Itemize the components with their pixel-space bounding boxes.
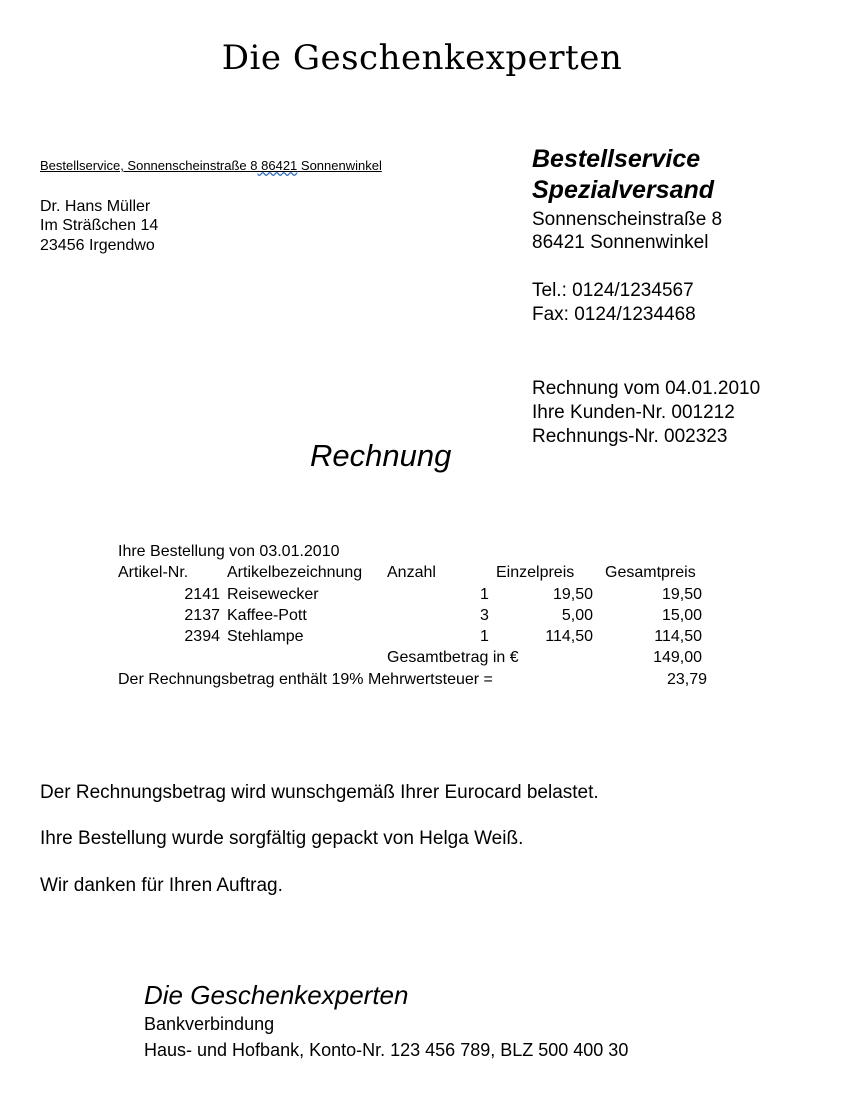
row-total-price: 114,50 [654,628,702,645]
total-label: Gesamtbetrag in € [387,649,519,666]
thanks-note: Wir danken für Ihren Auftrag. [40,875,283,896]
sender-return-line [40,158,382,173]
vat-label: Der Rechnungsbetrag enthält 19% Mehrwertsteuer = [118,671,493,688]
row-total-price: 15,00 [661,607,702,624]
row-total-price: 19,50 [661,586,702,603]
header-total-price: Gesamtpreis [605,564,696,581]
company-fax: Fax: 0124/1234468 [532,304,696,325]
order-intro: Ihre Bestellung von 03.01.2010 [118,543,340,560]
company-tel: Tel.: 0124/1234567 [532,280,694,301]
row-unit-price: 19,50 [552,586,593,603]
packed-note: Ihre Bestellung wurde sorgfältig gepackt von Helga Weiß. [40,828,524,849]
sender-city: Sonnenwinkel [297,158,382,173]
header-description: Artikelbezeichnung [227,564,363,581]
bank-label: Bankverbindung [144,1014,275,1034]
company-name [532,144,714,206]
row-unit-price: 5,00 [561,607,593,624]
brand-heading: Die Geschenkexperten [221,38,623,78]
customer-number: Ihre Kunden-Nr. 001212 [532,402,735,423]
row-article-no: 2141 [184,586,220,603]
company-name-line1: Bestellservice [532,145,701,173]
invoice-date: Rechnung vom 04.01.2010 [532,378,761,399]
recipient-street: Im Sträßchen 14 [40,217,159,234]
bank-details: Haus- und Hofbank, Konto-Nr. 123 456 789, BLZ 500 400 30 [144,1040,629,1060]
row-unit-price: 114,50 [545,628,593,645]
company-city: 86421 Sonnenwinkel [532,232,709,253]
row-description: Stehlampe [227,628,304,645]
recipient-name: Dr. Hans Müller [40,198,151,215]
header-unit-price: Einzelpreis [496,564,575,581]
invoice-number: Rechnungs-Nr. 002323 [532,426,728,447]
row-article-no: 2137 [184,607,220,624]
row-article-no: 2394 [184,628,220,645]
total-value: 149,00 [653,649,702,666]
row-description: Reisewecker [227,586,319,603]
payment-note: Der Rechnungsbetrag wird wunschgemäß Ihrer Eurocard belastet. [40,782,599,803]
row-description: Kaffee-Pott [227,607,307,624]
document-title: Rechnung [310,438,452,473]
sender-street: Bestellservice, Sonnenscheinstraße 8 [40,158,258,173]
recipient-city: 23456 Irgendwo [40,237,155,254]
vat-value: 23,79 [666,671,707,688]
footer-company: Die Geschenkexperten [144,980,409,1010]
sender-zip: 86421 [257,158,298,173]
company-street: Sonnenscheinstraße 8 [532,209,723,230]
row-qty: 3 [480,607,489,624]
row-qty: 1 [480,586,489,603]
header-qty: Anzahl [387,564,436,581]
row-qty: 1 [480,628,489,645]
header-article-no: Artikel-Nr. [118,564,189,581]
company-name-line2: Spezialversand [532,176,715,204]
